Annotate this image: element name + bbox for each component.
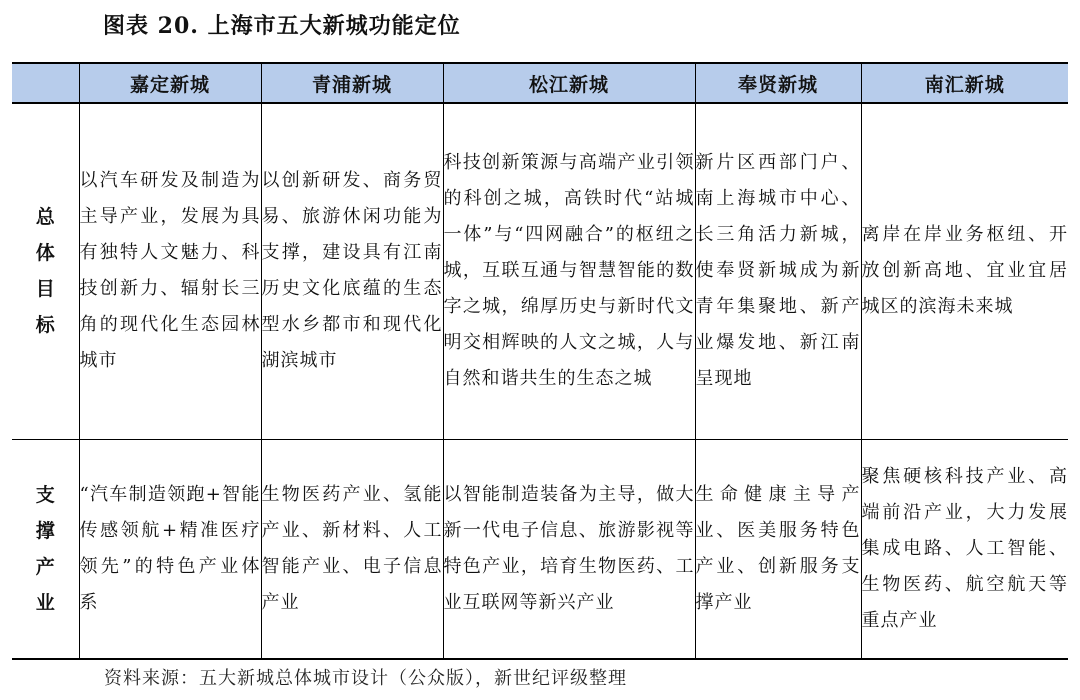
column-header: 松江新城 xyxy=(443,63,695,103)
table-cell: 生物医药产业、氢能产业、新材料、人工智能产业、电子信息产业 xyxy=(261,439,443,659)
table-cell: 生命健康主导产业、医美服务特色产业、创新服务支撑产业 xyxy=(695,439,861,659)
source-note: 资料来源：五大新城总体城市设计（公众版），新世纪评级整理 xyxy=(104,668,627,689)
row-header-label: 支撑产业 xyxy=(35,483,55,614)
table-cell: 以创新研发、商务贸易、旅游休闲功能为支撑，建设具有江南历史文化底蕴的生态型水乡都市和现代化湖滨城市 xyxy=(261,103,443,439)
table-cell: 以汽车研发及制造为主导产业，发展为具有独特人文魅力、科技创新力、辐射长三角的现代化生态园林城市 xyxy=(79,103,261,439)
table-cell: 科技创新策源与高端产业引领的科创之城，高铁时代“站城一体”与“四网融合”的枢纽之城，互联互通与智慧智能的数字之城，绵厚历史与新时代文明交相辉映的人文之城，人与自然和谐共生的生态之城 xyxy=(443,103,695,439)
column-header: 青浦新城 xyxy=(261,63,443,103)
column-header: 嘉定新城 xyxy=(79,63,261,103)
row-header xyxy=(12,103,79,439)
table-cell: 新片区西部门户、南上海城市中心、长三角活力新城，使奉贤新城成为新青年集聚地、新产业爆发地、新江南呈现地 xyxy=(695,103,861,439)
table-cell: 以智能制造装备为主导，做大新一代电子信息、旅游影视等特色产业，培育生物医药、工业互联网等新兴产业 xyxy=(443,439,695,659)
table-header-row xyxy=(12,63,1068,103)
header-corner xyxy=(12,63,79,103)
table-cell: 离岸在岸业务枢纽、开放创新高地、宜业宜居城区的滨海未来城 xyxy=(861,103,1068,439)
row-header xyxy=(12,439,79,659)
table-cell: “汽车制造领跑+智能传感领航+精准医疗领先”的特色产业体系 xyxy=(79,439,261,659)
table-row xyxy=(12,103,1068,439)
row-header-label: 总体目标 xyxy=(35,206,55,337)
column-header: 奉贤新城 xyxy=(695,63,861,103)
column-header: 南汇新城 xyxy=(861,63,1068,103)
new-city-positioning-table xyxy=(12,62,1068,660)
table-row xyxy=(12,439,1068,659)
figure-title: 图表 20. 上海市五大新城功能定位 xyxy=(103,13,461,39)
table-cell: 聚焦硬核科技产业、高端前沿产业，大力发展集成电路、人工智能、生物医药、航空航天等重点产业 xyxy=(861,439,1068,659)
